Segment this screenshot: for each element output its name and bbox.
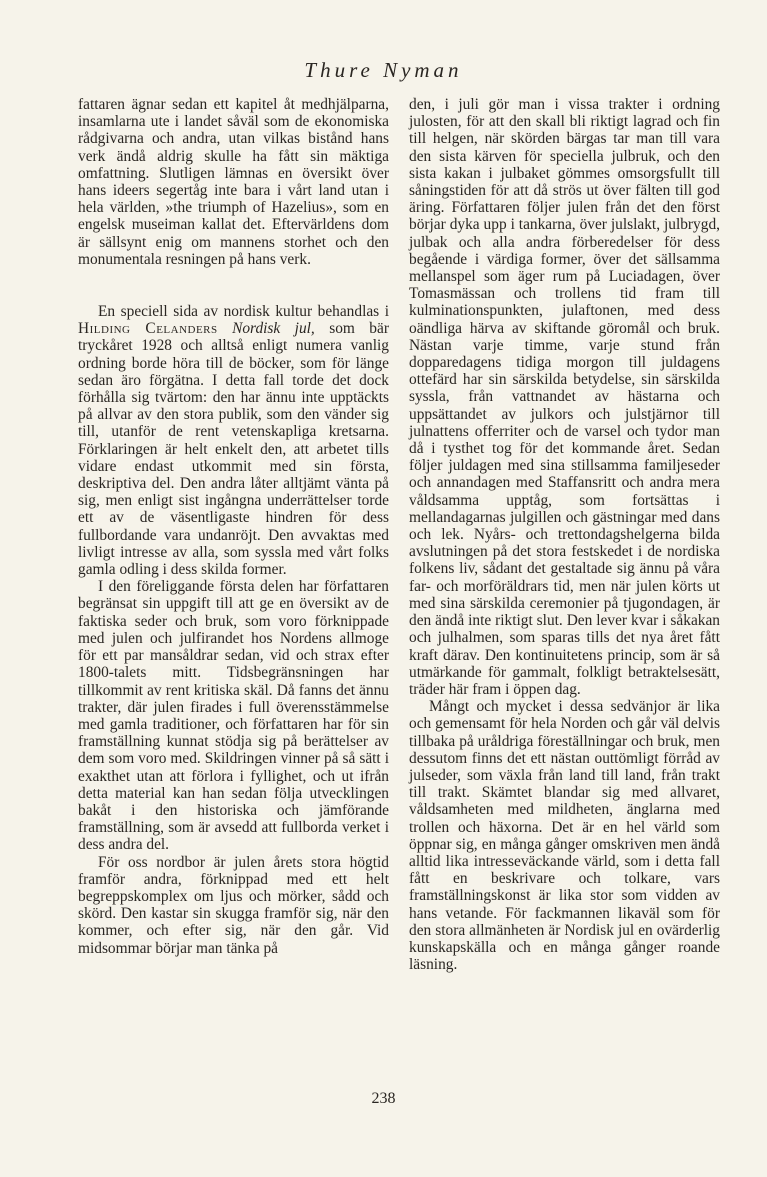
right-column [409,96,720,973]
paragraph: För oss nordbor är julen årets stora högtid framför andra, förknippad med ett helt begreppskomplex om ljus och mörker, sådd och skörd. Den kastar sin skugga framför sig, när den kommer, och efter sig, när den går. Vid midsommar börjar man tänka på [78,853,389,957]
author-name: Hilding Celanders [78,320,218,338]
paragraph: I den föreliggande första delen har författaren begränsat sin uppgift till att ge en översikt av de faktiska seder och bruk, som voro förknippade med julen och julfirandet hos Nordens allmoge för ett par mansåldrar sedan, vid och strax efter 1800-talets mitt. Tidsbegränsningen har tillkommit av rent kritiska skäl. Då fanns det ännu trakter, där julen firades i full överensstämmelse med gamla traditioner, och författaren har för sin framställning kunnat stödja sig på berättelser av dem som voro med. Skildringen vinner på så sätt i exakthet utan att förlora i fyllighet, och ut ifrån detta material kan han sedan följa utvecklingen bakåt i den historiska och jämförande framställning, som är avsedd att fullborda verket i dess andra del. [78,578,389,854]
left-column [78,96,389,957]
paragraph-lead: En speciell sida av nordisk kultur behandlas i [98,303,389,321]
paragraph [78,303,389,578]
paragraph: Mångt och mycket i dessa sedvänjor är lika och gemensamt för hela Norden och går väl delvis tillbaka på uråldriga föreställningar och bruk, men dessutom finns det ett nästan outtömligt förråd av julseder, som växla från land till land, från trakt till trakt. Skämtet blandar sig med allvaret, våldsamheten med mildheten, änglarna med trollen och häxorna. Det är en hel värld som öppnar sig, en många gånger omskriven men ändå alltid lika intresseväckande värld, som i detta fall fått en beskrivare och tolkare, vars framställningskonst är lika stor som vidden av hans vetande. För fackmannen likaväl som för den stora allmänheten är Nordisk jul en ovärderlig kunskapskälla och en många gånger roande läsning. [409,698,720,974]
section-gap [78,268,389,303]
running-head: Thure Nyman [304,58,463,82]
page-number: 238 [371,1090,396,1107]
paragraph-rest: som bär tryckåret 1928 och alltså enligt numera vanlig ordning borde höra till de böcker, som för länge sedan äro förgätna. I detta fall torde det dock förhålla sig tvärtom: den har ännu inte upptäckts på allvar av den stora publik, som den vänder sig till, utanför de rent vetenskapliga kretsarna. Förklaringen är helt enkelt den, att arbetet tills vidare endast utkommit med sin första, deskriptiva del. Den andra låter alltjämt vänta på sig, men enligt sist ingångna underrättelser torde ett av de väsentligaste hindren för dess fullbordande vara undanröjt. Den avvaktas med livligt intresse av alla, som syssla med vårt folks gamla odling i dess skilda former. [78,320,389,579]
book-title: Nordisk jul, [232,320,315,338]
paragraph: fattaren ägnar sedan ett kapitel åt medhjälparna, insamlarna ute i landet såväl som de ekonomiska rådgivarna och andra, utan vilkas bistånd hans verk ändå aldrig skulle ha fått sin mäktiga omfattning. Slutligen lämnas en översikt över hans ideers segertåg inte bara i vårt land utan i hela världen, »the triumph of Hazelius», som en engelsk museiman kallat det. Eftervärldens dom är sällsynt enig om mannens storhet och den monumentala resningen på hans verk. [78,96,389,268]
paragraph: den, i juli gör man i vissa trakter i ordning julosten, för att den skall bli riktigt lagrad och fin till helgen, när skörden bärgas tar man till vara den sista kärven för speciella julbruk, och den sista kakan i julbaket gömmes omsorgsfullt till såningstiden för att då strös ut över fälten till god äring. Författaren följer julen från det den först börjar dyka upp i tankarna, över julslakt, julbrygd, julbak och alla andra förberedelser för dess begående i värdiga former, över det sällsamma mellanspel som äger rum på Luciadagen, över Tomasmässan och trollens tid fram till kulminationspunkten, julaftonen, med dess oändliga härva av skiftande göromål och bruk. Nästan varje timme, varje stund från dopparedagens tidiga morgon till juldagens ottefärd har sin särskilda betydelse, sin särskilda syssla, från vattnandet av hästarna och uppsättandet av julkors och julstjärnor till julnattens offerriter och de varsel och tydor man då i tysthet tog för det kommande året. Sedan följer juldagen med sina stillsamma familjeseder och annandagen med Staffansritt och andra mera våldsamma upptåg, som fortsättas i mellandagarnas julgillen och gästningar med dans och lek. Nyårs- och trettondagshelgerna bilda avslutningen på det stora festskedet i de nordiska folkens liv, sådant det gestaltade sig ännu på våra far- och morföräldrars tid, men när julen körts ut med sina särskilda ceremonier på tjugondagen, är den ändå inte riktigt slut. Den lever kvar i såkakan och julhalmen, som sparas tills det nya året fått kraft därav. Den kontinuitetens princip, som är så utmärkande för gammalt, folkligt betraktelsesätt, träder här fram i öppen dag. [409,96,720,698]
